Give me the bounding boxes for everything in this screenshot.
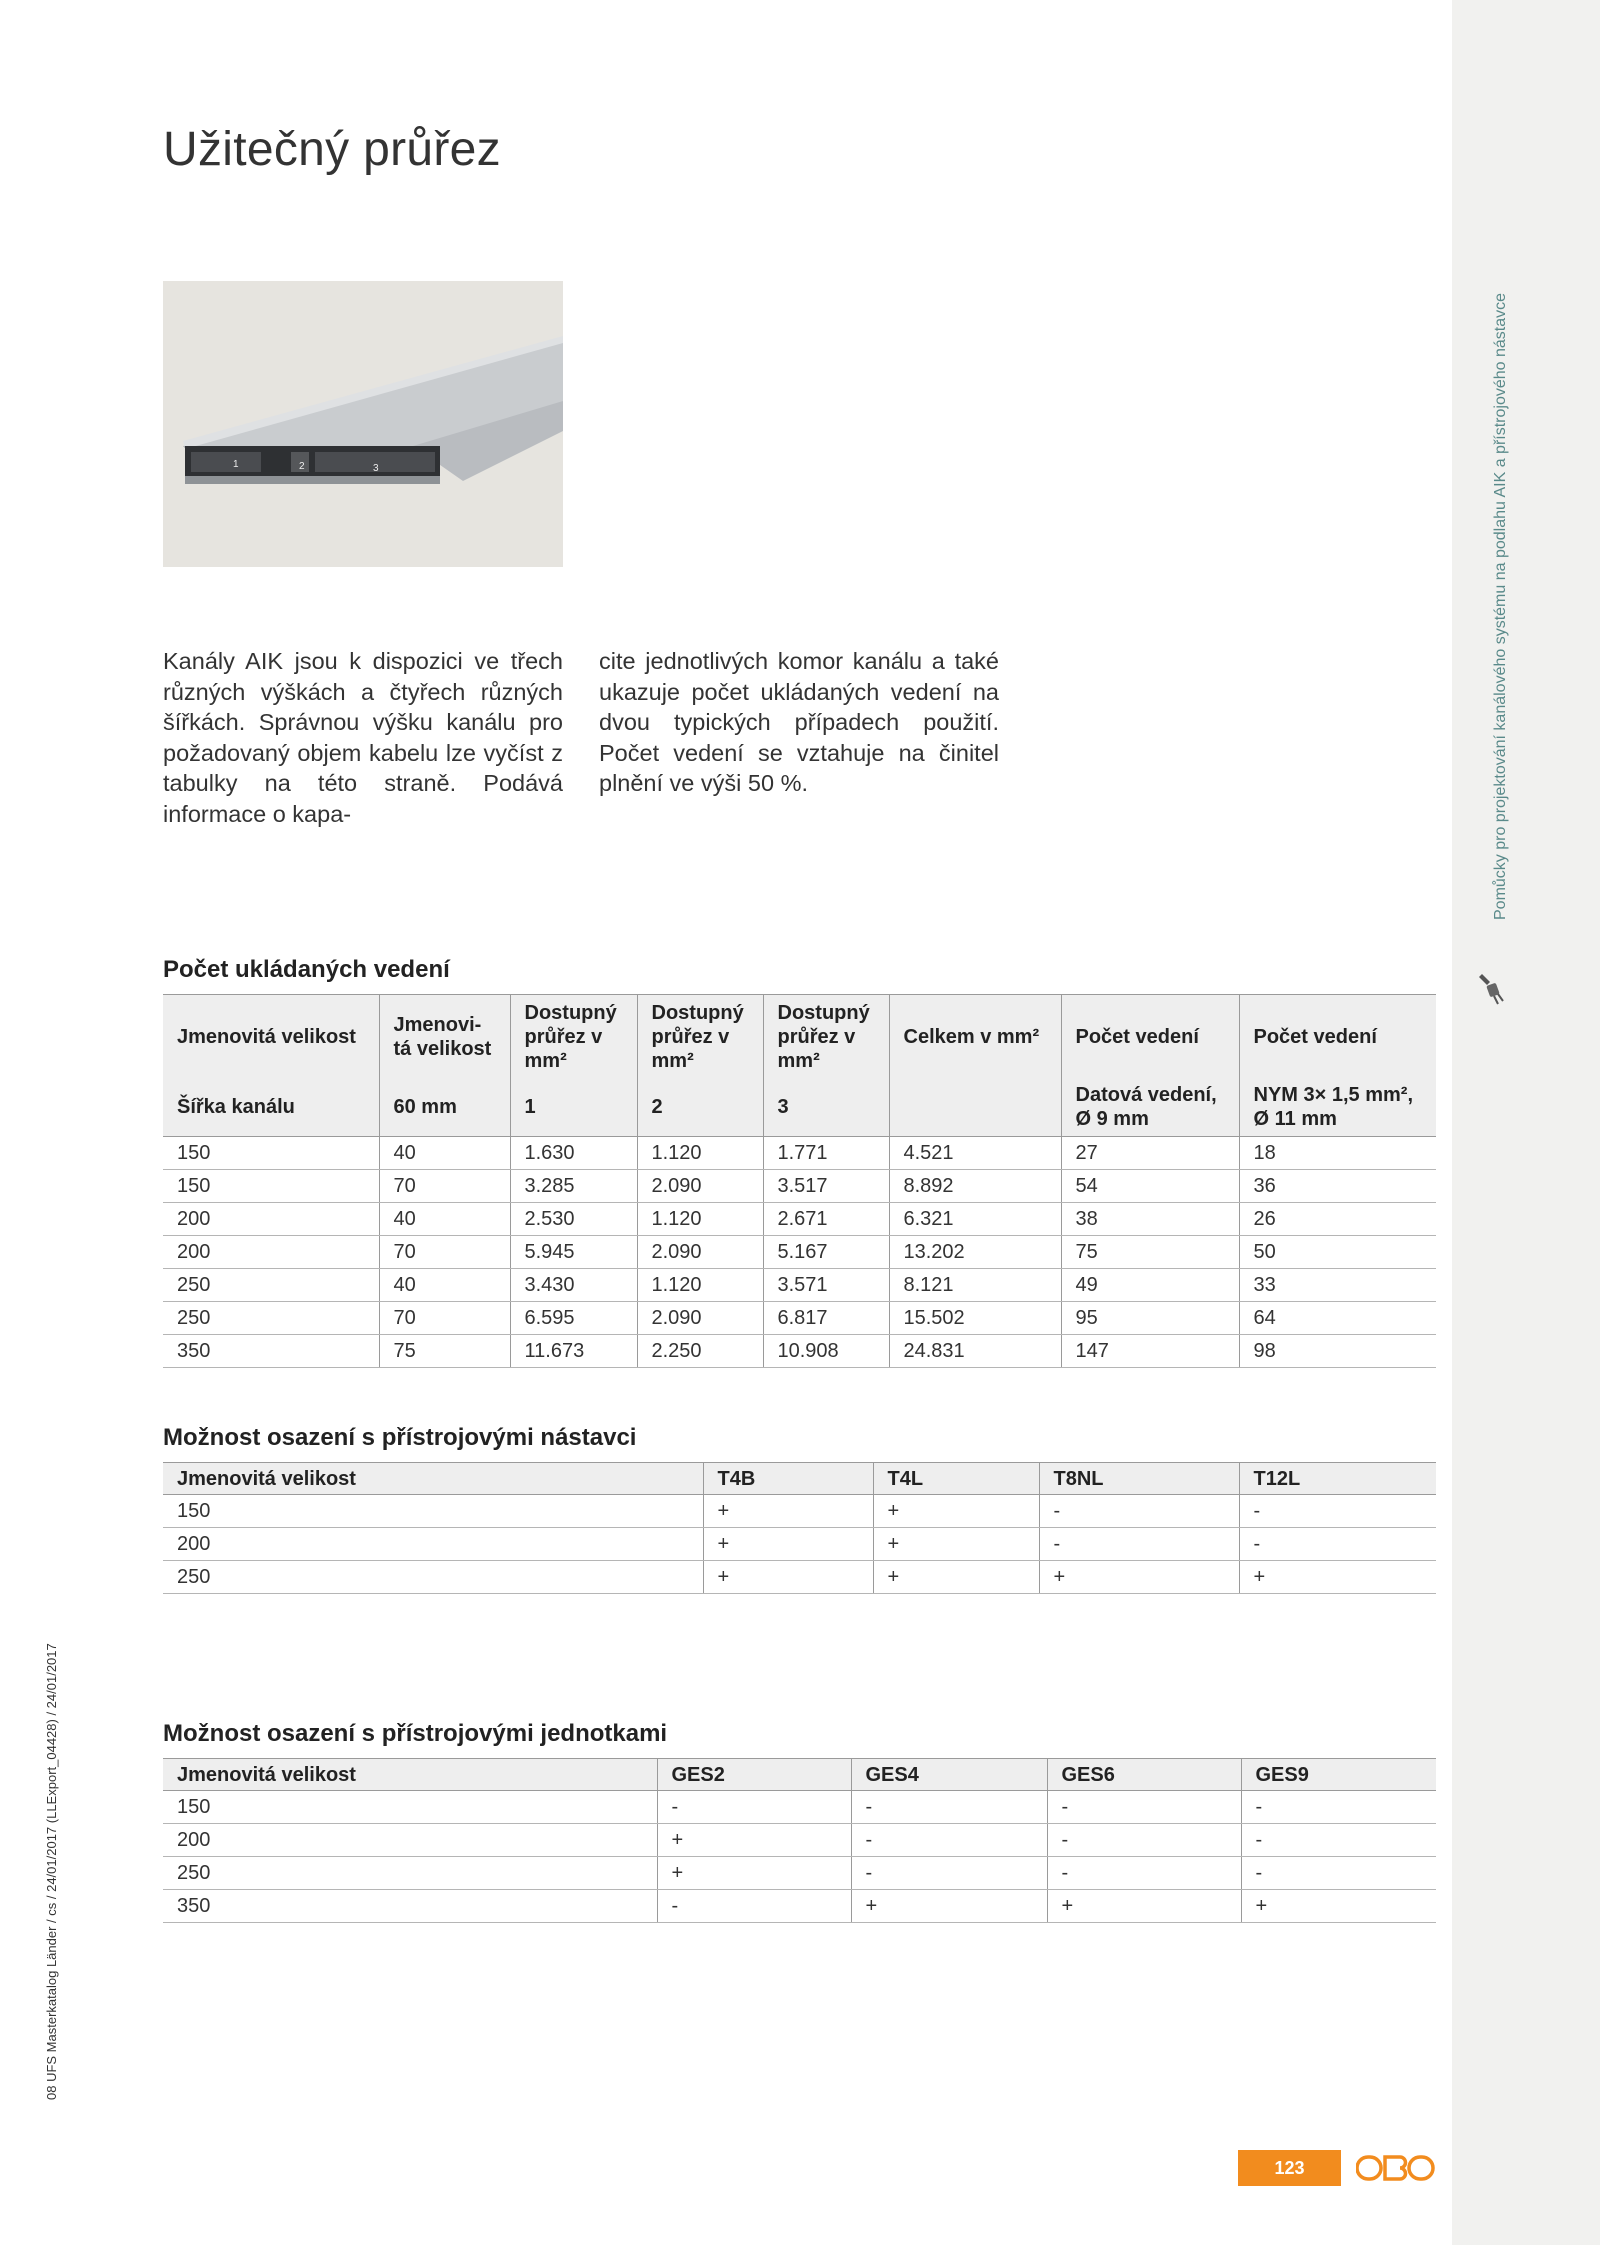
t2-cell: 250 <box>163 1561 703 1594</box>
t1-cell: 5.167 <box>763 1236 889 1269</box>
t3-cell: + <box>1047 1890 1241 1923</box>
t2-cell: + <box>703 1495 873 1528</box>
t3-cell: - <box>851 1857 1047 1890</box>
t1-cell: 54 <box>1061 1170 1239 1203</box>
t3-cell: - <box>851 1791 1047 1824</box>
t1-cell: 2.250 <box>637 1335 763 1368</box>
t3-h-c2: GES4 <box>851 1759 1047 1791</box>
device-attachment-table <box>163 1462 1436 1594</box>
t1-h1-c2: Dostupný průřez v mm² <box>510 995 637 1079</box>
print-job-footer: 08 UFS Masterkatalog Länder / cs / 24/01/2017 (LLExport_04428) / 24/01/2017 <box>44 1643 59 2100</box>
t3-cell: - <box>1241 1791 1436 1824</box>
t1-cell: 1.771 <box>763 1137 889 1170</box>
t1-cell: 150 <box>163 1137 379 1170</box>
t1-cell: 98 <box>1239 1335 1436 1368</box>
t1-cell: 49 <box>1061 1269 1239 1302</box>
t3-cell: 350 <box>163 1890 657 1923</box>
t1-cell: 33 <box>1239 1269 1436 1302</box>
t1-h1-c3: Dostupný průřez v mm² <box>637 995 763 1079</box>
t1-cell: 15.502 <box>889 1302 1061 1335</box>
t2-cell: + <box>873 1495 1039 1528</box>
t1-cell: 200 <box>163 1203 379 1236</box>
t3-cell: 200 <box>163 1824 657 1857</box>
t2-h-c0: Jmenovitá velikost <box>163 1463 703 1495</box>
cable-count-table <box>163 994 1436 1368</box>
t3-cell: + <box>1241 1890 1436 1923</box>
obo-logo <box>1356 2150 1436 2186</box>
table-row <box>163 1528 1436 1561</box>
t1-cell: 3.430 <box>510 1269 637 1302</box>
t2-cell: + <box>1039 1561 1239 1594</box>
product-photo <box>163 281 563 567</box>
table-row <box>163 1561 1436 1594</box>
t2-cell: 200 <box>163 1528 703 1561</box>
t3-cell: - <box>1241 1824 1436 1857</box>
t2-cell: - <box>1239 1495 1436 1528</box>
t3-cell: + <box>657 1824 851 1857</box>
sidebar-panel <box>1452 0 1600 2245</box>
t1-cell: 70 <box>379 1170 510 1203</box>
t1-cell: 200 <box>163 1236 379 1269</box>
table-row <box>163 1302 1436 1335</box>
t3-cell: - <box>1241 1857 1436 1890</box>
t1-cell: 4.521 <box>889 1137 1061 1170</box>
t2-cell: - <box>1039 1528 1239 1561</box>
t2-cell: + <box>873 1528 1039 1561</box>
t3-cell: - <box>657 1791 851 1824</box>
table-row <box>163 1890 1436 1923</box>
t3-h-c3: GES6 <box>1047 1759 1241 1791</box>
t1-cell: 40 <box>379 1203 510 1236</box>
t3-cell: 150 <box>163 1791 657 1824</box>
t2-h-c2: T4L <box>873 1463 1039 1495</box>
t3-cell: - <box>851 1824 1047 1857</box>
sidebar-section-title: Pomůcky pro projektování kanálového systému na podlahu AIK a přístrojového nástavce <box>1492 292 1509 920</box>
t1-cell: 26 <box>1239 1203 1436 1236</box>
t3-cell: + <box>657 1857 851 1890</box>
t1-cell: 40 <box>379 1269 510 1302</box>
t2-cell: 150 <box>163 1495 703 1528</box>
t1-cell: 40 <box>379 1137 510 1170</box>
t3-cell: - <box>1047 1857 1241 1890</box>
t2-cell: + <box>703 1561 873 1594</box>
table2-heading: Možnost osazení s přístrojovými nástavci <box>163 1424 637 1451</box>
t2-cell: + <box>1239 1561 1436 1594</box>
t2-cell: - <box>1039 1495 1239 1528</box>
table-row <box>163 1791 1436 1824</box>
t1-cell: 8.121 <box>889 1269 1061 1302</box>
t1-cell: 6.321 <box>889 1203 1061 1236</box>
t1-cell: 2.671 <box>763 1203 889 1236</box>
t1-cell: 27 <box>1061 1137 1239 1170</box>
t1-cell: 1.630 <box>510 1137 637 1170</box>
intro-text-column-2: cite jednotlivých komor kanálu a také ukazuje počet ukládaných vedení na dvou typických případech použití. Počet vedení se vztahuje na činitel plnění ve výši 50 %. <box>599 648 999 796</box>
t2-h-c4: T12L <box>1239 1463 1436 1495</box>
t2-cell: + <box>703 1528 873 1561</box>
t1-h2-c0: Šířka kanálu <box>163 1079 379 1137</box>
t1-cell: 95 <box>1061 1302 1239 1335</box>
table1-heading: Počet ukládaných vedení <box>163 956 450 983</box>
t1-cell: 38 <box>1061 1203 1239 1236</box>
table-row <box>163 1824 1436 1857</box>
device-unit-table <box>163 1758 1436 1923</box>
t1-h2-c6: Datová vedení, Ø 9 mm <box>1061 1079 1239 1137</box>
t1-h1-c1: Jmenovi-tá velikost <box>379 995 510 1079</box>
table-row <box>163 1269 1436 1302</box>
t1-cell: 13.202 <box>889 1236 1061 1269</box>
t3-cell: - <box>657 1890 851 1923</box>
t3-cell: - <box>1047 1824 1241 1857</box>
table-row <box>163 1857 1436 1890</box>
t1-h2-c5 <box>889 1079 1061 1137</box>
chamber-label-2: 2 <box>299 461 305 472</box>
t2-h-c3: T8NL <box>1039 1463 1239 1495</box>
t1-h2-c7: NYM 3× 1,5 mm², Ø 11 mm <box>1239 1079 1436 1137</box>
t1-cell: 75 <box>1061 1236 1239 1269</box>
page-title: Užitečný průřez <box>163 123 501 176</box>
page-number: 123 <box>1238 2150 1341 2186</box>
t1-h2-c2: 1 <box>510 1079 637 1137</box>
t1-h1-c6: Počet vedení <box>1061 995 1239 1079</box>
t1-cell: 2.090 <box>637 1302 763 1335</box>
t1-cell: 250 <box>163 1269 379 1302</box>
t1-h2-c3: 2 <box>637 1079 763 1137</box>
screwdriver-plug-icon <box>1476 970 1506 1006</box>
t1-h1-c0: Jmenovitá velikost <box>163 995 379 1079</box>
t1-cell: 3.517 <box>763 1170 889 1203</box>
t1-cell: 1.120 <box>637 1137 763 1170</box>
t1-cell: 3.571 <box>763 1269 889 1302</box>
chamber-label-3: 3 <box>373 463 379 474</box>
t3-h-c4: GES9 <box>1241 1759 1436 1791</box>
t1-cell: 10.908 <box>763 1335 889 1368</box>
t1-h2-c4: 3 <box>763 1079 889 1137</box>
t1-cell: 2.530 <box>510 1203 637 1236</box>
t1-cell: 5.945 <box>510 1236 637 1269</box>
t1-cell: 1.120 <box>637 1269 763 1302</box>
t1-cell: 50 <box>1239 1236 1436 1269</box>
t1-cell: 70 <box>379 1302 510 1335</box>
t1-cell: 147 <box>1061 1335 1239 1368</box>
t1-cell: 350 <box>163 1335 379 1368</box>
t1-cell: 2.090 <box>637 1170 763 1203</box>
t1-h1-c4: Dostupný průřez v mm² <box>763 995 889 1079</box>
intro-text-column-1: Kanály AIK jsou k dispozici ve třech různých výškách a čtyřech různých šířkách. Správnou výšku kanálu pro požadovaný objem kabelu lze vyčíst z tabulky na této straně. Podává informace o kapa- <box>163 648 563 827</box>
table-row <box>163 1495 1436 1528</box>
t1-cell: 8.892 <box>889 1170 1061 1203</box>
chamber-label-1: 1 <box>233 459 239 470</box>
t1-cell: 36 <box>1239 1170 1436 1203</box>
t1-h1-c5: Celkem v mm² <box>889 995 1061 1079</box>
t1-h1-c7: Počet vedení <box>1239 995 1436 1079</box>
table-row <box>163 1170 1436 1203</box>
t1-cell: 6.817 <box>763 1302 889 1335</box>
t1-cell: 70 <box>379 1236 510 1269</box>
t1-cell: 11.673 <box>510 1335 637 1368</box>
t3-cell: - <box>1047 1791 1241 1824</box>
t3-h-c0: Jmenovitá velikost <box>163 1759 657 1791</box>
t3-h-c1: GES2 <box>657 1759 851 1791</box>
t1-cell: 64 <box>1239 1302 1436 1335</box>
t3-cell: 250 <box>163 1857 657 1890</box>
t1-cell: 3.285 <box>510 1170 637 1203</box>
t1-cell: 1.120 <box>637 1203 763 1236</box>
t2-cell: + <box>873 1561 1039 1594</box>
t1-cell: 6.595 <box>510 1302 637 1335</box>
t1-cell: 2.090 <box>637 1236 763 1269</box>
table-row <box>163 1137 1436 1170</box>
t2-cell: - <box>1239 1528 1436 1561</box>
table-row <box>163 1335 1436 1368</box>
table-row <box>163 1203 1436 1236</box>
table-row <box>163 1236 1436 1269</box>
t2-h-c1: T4B <box>703 1463 873 1495</box>
t1-cell: 250 <box>163 1302 379 1335</box>
t1-cell: 24.831 <box>889 1335 1061 1368</box>
t1-cell: 18 <box>1239 1137 1436 1170</box>
table3-heading: Možnost osazení s přístrojovými jednotkami <box>163 1720 668 1747</box>
t3-cell: + <box>851 1890 1047 1923</box>
t1-h2-c1: 60 mm <box>379 1079 510 1137</box>
t1-cell: 150 <box>163 1170 379 1203</box>
t1-cell: 75 <box>379 1335 510 1368</box>
